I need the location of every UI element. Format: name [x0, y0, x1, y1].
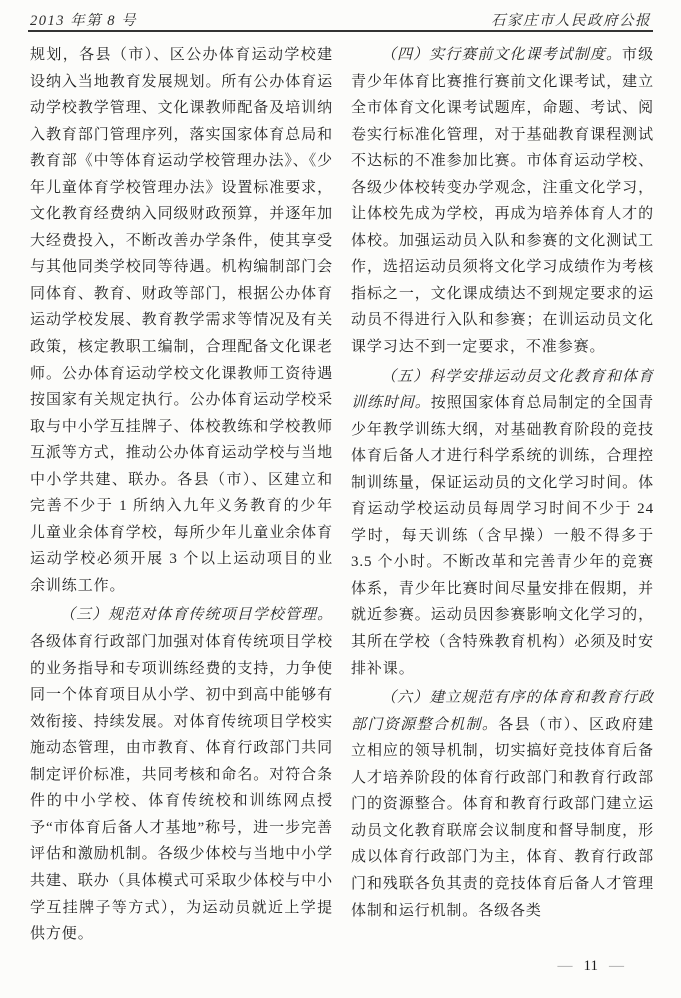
page-number: 11	[583, 958, 598, 974]
section-6-heading: （六）建立规范有序的体育和教育行政部门资源整合机制。	[351, 690, 654, 733]
section-3-text: 各级体育行政部门加强对体育传统项目学校的业务指导和专项训练经费的支持，力争使同一个体育项目从小学、初中到高中能够有效衔接、持续发展。对体育传统项目学校实施动态管理，由市教育、体育行政部门共同制定评价标准，共同考核和命名。对符合条件的中小学校、体育传统校和训练网点授予“市体育后备人才基地”称号，进一步完善评估和激励机制。各级少体校与当地中小学共建、联办（具体模式可采取少体校与中小学互挂牌子等方式），为运动员就近上学提供方便。	[30, 634, 333, 943]
section-5-text: 按照国家体育总局制定的全国青少年教学训练大纲，对基础教育阶段的竞技体育后备人才进行科学系统的训练，合理控制训练量，保证运动员的文化学习时间。体育运动学校运动员每周学习时间不少于 24 学时，每天训练（含早操）一般不得多于 3.5 个小时。不断改革和完善青少年的竞赛体系，青少年比赛时间尽量安排在假期，并就近参赛。运动员因参赛影响文化学习的，其所在学校（含特殊教育机构）必须及时安排补课。	[351, 395, 654, 677]
page-footer	[558, 958, 624, 975]
footer-left-dash: —	[557, 958, 573, 974]
right-column	[351, 42, 654, 954]
section-4-heading: （四）实行赛前文化课考试制度。	[381, 47, 623, 63]
page-header	[30, 9, 651, 30]
paragraph-continuation-text: 规划，各县（市）、区公办体育运动学校建设纳入当地教育发展规划。所有公办体育运动学校教学管理、文化课教师配备及培训纳入教育部门管理序列，落实国家体育总局和教育部《中等体育运动学校管理办法》、《少年儿童体育学校管理办法》设置标准要求，文化教育经费纳入同级财政预算，并逐年加大经费投入，不断改善办学条件，使其享受与其他同类学校同等待遇。机构编制部门会同体育、教育、财政等部门，根据公办体育运动学校发展、教育教学需求等情况及有关政策，核定教职工编制，合理配备文化课老师。公办体育运动学校文化课教师工资待遇按国家有关规定执行。公办体育运动学校采取与中小学互挂牌子、体校教练和学校教师互派等方式，推动公办体育运动学校与当地中小学共建、联办。各县（市）、区建立和完善不少于 1 所纳入九年义务教育的少年儿童业余体育学校，每所少年儿童业余体育运动学校必须开展 3 个以上运动项目的业余训练工作。	[30, 47, 333, 594]
section-4-text: 市级青少年体育比赛推行赛前文化课考试，建立全市体育文化课考试题库，命题、考试、阅卷实行标准化管理，对于基础教育课程测试不达标的不准参加比赛。市体育运动学校、各级少体校转变办学观念，注重文化学习，让体校先成为学校，再成为培养体育人才的体校。加强运动员入队和参赛的文化测试工作，选招运动员须将文化学习成绩作为考核指标之一，文化课成绩达不到规定要求的运动员不得进行入队和参赛；在训运动员文化课学习达不到一定要求，不准参赛。	[351, 47, 654, 356]
issue-number: 2013 年第 8 号	[30, 13, 138, 29]
paragraph-section-3	[30, 602, 333, 947]
section-6-text: 各县（市）、区政府建立相应的领导机制，切实搞好竞技体育后备人才培养阶段的体育行政部门和教育行政部门的资源整合。体育和教育行政部门建立运动员文化教育联席会议制度和督导制度，形成以体育行政部门为主，体育、教育行政部门和残联各负其责的竞技体育后备人才管理体制和运行机制。各级各类	[351, 716, 654, 919]
footer-right-dash: —	[609, 958, 624, 974]
section-5-heading: （五）科学安排运动员文化教育和体育训练时间。	[351, 368, 654, 412]
section-3-heading: （三）规范对体育传统项目学校管理。	[60, 607, 333, 624]
left-column	[30, 42, 333, 954]
paragraph-section-6	[351, 685, 654, 924]
paragraph-continuation	[30, 42, 333, 599]
two-column-body	[30, 42, 654, 954]
header-rule	[28, 30, 653, 32]
paragraph-section-5	[351, 364, 654, 683]
publication-title: 石家庄市人民政府公报	[491, 13, 651, 29]
paragraph-section-4	[351, 42, 654, 361]
